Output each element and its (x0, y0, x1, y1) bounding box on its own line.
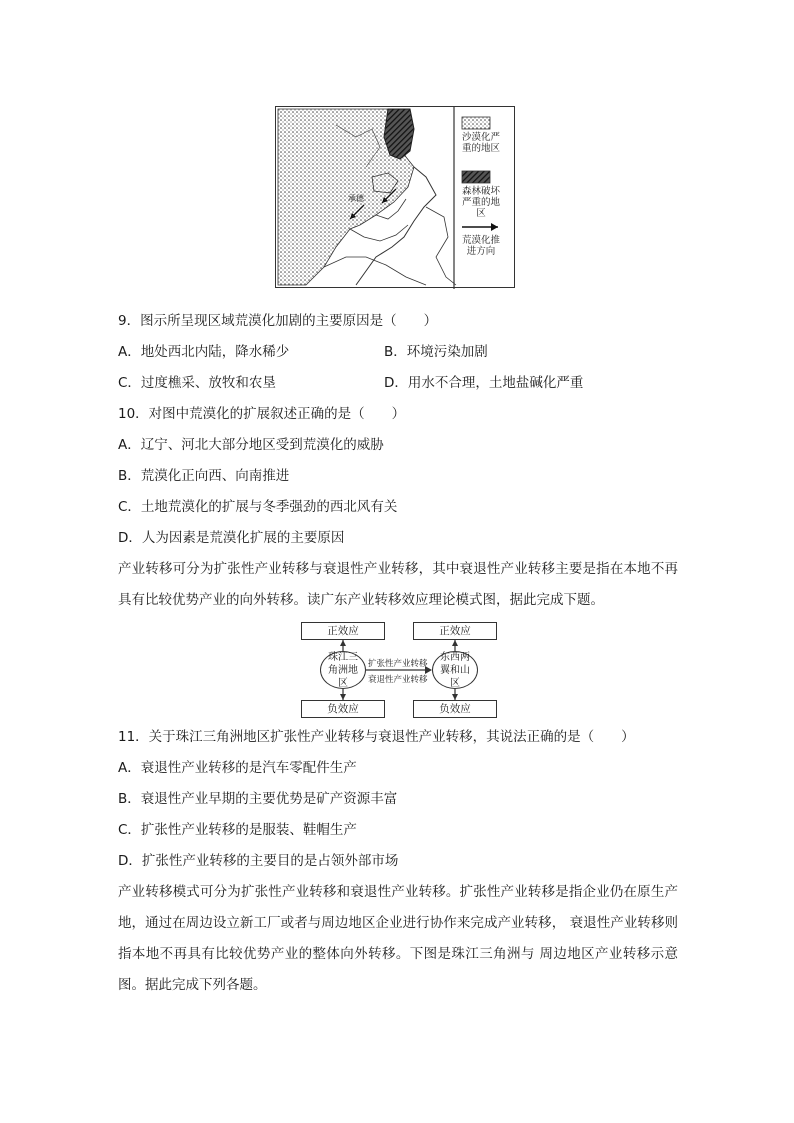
q9-option-c: C．过度樵采、放牧和农垦 (118, 375, 276, 391)
legend-forest-label: 森林破坏严重的地区 (461, 186, 500, 219)
box-positive-left: 正效应 (301, 622, 385, 640)
box-negative-left: 负效应 (301, 700, 385, 718)
legend-direction-label: 荒漠化推进方向 (461, 235, 500, 257)
q11-option-b: B．衰退性产业早期的主要优势是矿产资源丰富 (118, 791, 398, 807)
box-positive-right: 正效应 (413, 622, 497, 640)
box-negative-right: 负效应 (413, 700, 497, 718)
q10-option-b: B．荒漠化正向西、向南推进 (118, 468, 290, 484)
q11-option-a: A．衰退性产业转移的是汽车零配件生产 (118, 760, 357, 776)
place-label-chengde: 承德 (348, 194, 364, 203)
q10-option-c: C．土地荒漠化的扩展与冬季强劲的西北风有关 (118, 499, 398, 515)
q9-option-a: A．地处西北内陆，降水稀少 (118, 344, 290, 360)
q9-option-b: B．环境污染加剧 (384, 344, 488, 360)
arrow-label-expansion: 扩张性产业转移 (368, 659, 428, 669)
q10-option-a: A．辽宁、河北大部分地区受到荒漠化的威胁 (118, 437, 384, 453)
passage-2: 产业转移模式可分为扩张性产业转移和衰退性产业转移。扩张性产业转移是指企业仍在原生产地，通过在周边设立新工厂或者与周边地区企业进行协作来完成产业转移， 衰退性产业转移则指本地不再具有比较优势产业的整体向外转移。下图是珠江三角洲与 周边地区产业转移示意图。据此完成下列各题。 (118, 884, 678, 993)
q10-option-d: D．人为因素是荒漠化扩展的主要原因 (118, 530, 345, 546)
q9-option-d: D．用水不合理，土地盐碱化严重 (384, 375, 584, 391)
q11-option-c: C．扩张性产业转移的是服装、鞋帽生产 (118, 822, 357, 838)
legend-desert-label: 沙漠化严重的地区 (461, 132, 500, 154)
q11-stem: 11．关于珠江三角洲地区扩张性产业转移与衰退性产业转移，其说法正确的是（ ） (118, 729, 635, 745)
q10-stem: 10．对图中荒漠化的扩展叙述正确的是（ ） (118, 406, 406, 422)
q9-stem: 9．图示所呈现区域荒漠化加剧的主要原因是（ ） (118, 313, 438, 329)
passage-1: 产业转移可分为扩张性产业转移与衰退性产业转移，其中衰退性产业转移主要是指在本地不再具有比较优势产业的向外转移。读广东产业转移效应理论模式图，据此完成下题。 (118, 561, 678, 608)
node-east-west-mountain: 东西两翼和山区 (432, 651, 478, 689)
node-pearl-river-delta: 珠江三角洲地区 (320, 651, 366, 689)
arrow-label-recession: 衰退性产业转移 (368, 675, 428, 685)
q11-option-d: D．扩张性产业转移的主要目的是占领外部市场 (118, 853, 399, 869)
